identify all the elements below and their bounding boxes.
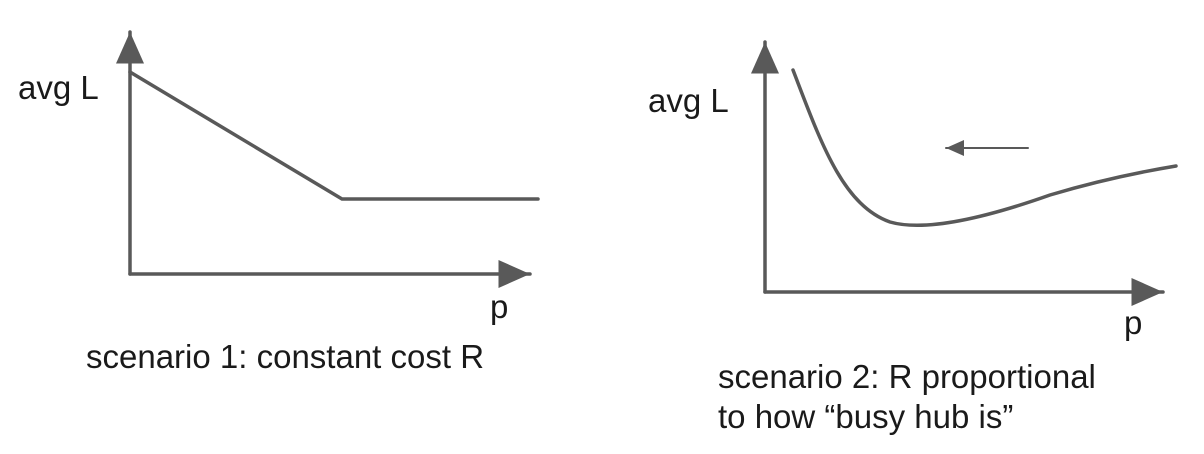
scenario-2-caption-line-1: scenario 2: R proportional xyxy=(718,358,1096,395)
scenario-1-x-label: p xyxy=(490,288,509,325)
scenario-2-caption-line-2: to how “busy hub is” xyxy=(718,398,1014,435)
scenario-1-caption: scenario 1: constant cost R xyxy=(86,338,485,375)
scenario-2-y-label: avg L xyxy=(648,82,729,119)
scenario-1-curve xyxy=(130,72,538,199)
scenario-2-x-label: p xyxy=(1124,304,1143,341)
scenario-2-plot xyxy=(648,42,1176,435)
scenario-1-plot xyxy=(18,32,538,375)
scenario-1-y-label: avg L xyxy=(18,69,99,106)
